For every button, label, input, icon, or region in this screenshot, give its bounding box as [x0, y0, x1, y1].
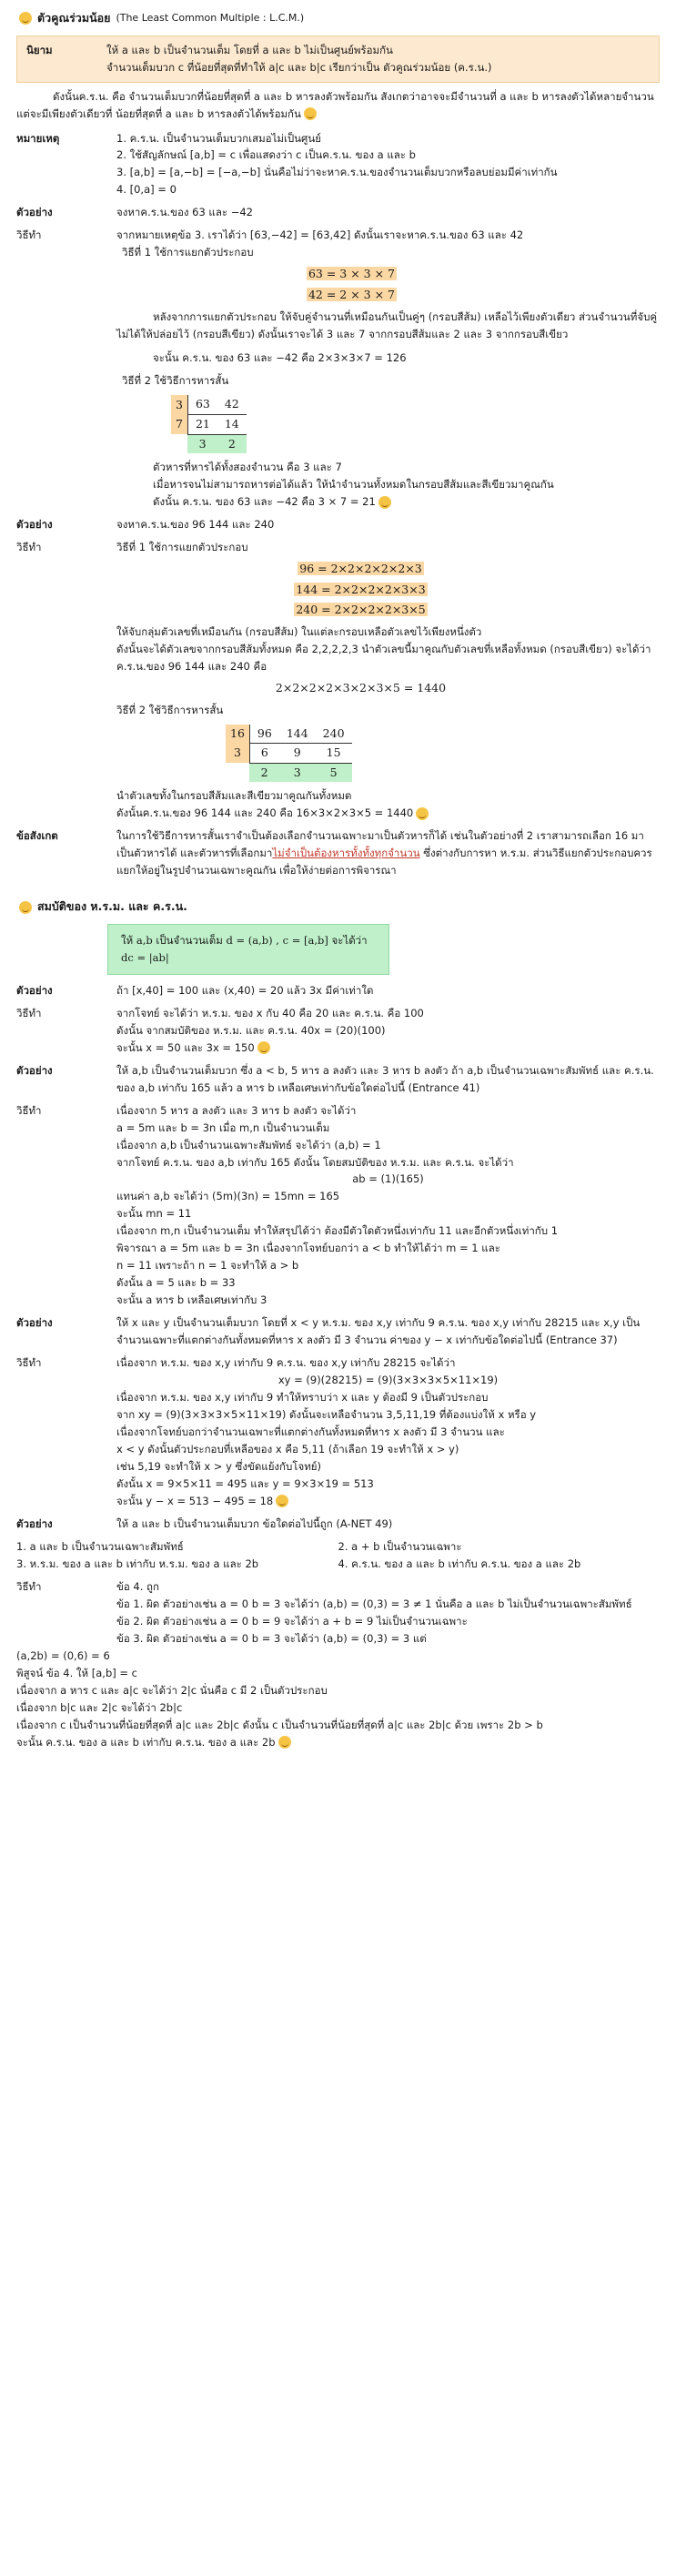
- solution-line: [116, 1493, 660, 1510]
- observation-row: [16, 827, 660, 879]
- ladder-result: 3: [187, 434, 217, 453]
- way-title: วิธีที่ 1 ใช้การแยกตัวประกอบ: [116, 541, 248, 554]
- solution-line: จากโจทย์ ค.ร.น. ของ a,b เท่ากับ 165 ดังนั้น โดยสมบัติของ ห.ร.ม. และ ค.ร.น. จะได้ว่า: [116, 1155, 514, 1169]
- solution-line: จะนั้น a หาร b เหลือเศษเท่ากับ 3: [116, 1293, 267, 1307]
- solution-result: [153, 493, 660, 511]
- example-label: ตัวอย่าง: [16, 1063, 53, 1077]
- ladder-divisor: 3: [226, 744, 249, 764]
- solution-line: ข้อ 1. ผิด ตัวอย่างเช่น a = 0 b = 3 จะได้ว่า (a,b) = (0,3) = 3 ≠ 1 นั่นคือ a และ b ไม่เป็นจำนวนเฉพาะสัมพัทธ์: [116, 1597, 632, 1610]
- solution-line: ข้อ 4. ถูก: [116, 1579, 159, 1593]
- solution-label: วิธีทำ: [16, 1356, 42, 1370]
- solution-line: เนื่องจาก ห.ร.ม. ของ x,y เท่ากับ 9 ทำให้ทราบว่า x และ y ต้องมี 9 เป็นตัวประกอบ: [116, 1391, 489, 1405]
- section-title: ตัวคูณร่วมน้อย: [37, 11, 111, 25]
- solution-text: ตัวหารที่หารได้ทั้งสองจำนวน คือ 3 และ 7: [153, 461, 342, 474]
- solution-line: เนื่องจากโจทย์บอกว่าจำนวนเฉพาะที่แตกต่างกันทั้งหมดที่หาร x ลงตัว มี 3 จำนวน และ: [116, 1425, 505, 1439]
- equation: 96 = 2×2×2×2×2×3: [299, 562, 422, 576]
- result-text: ดังนั้นค.ร.น.ของ 96 144 และ 240 คือ 16×3×2×3×5 = 1440: [116, 806, 414, 820]
- way-title: วิธีที่ 1 ใช้การแยกตัวประกอบ: [122, 246, 254, 259]
- intro-paragraph: [16, 88, 660, 123]
- solution-line: เนื่องจาก a,b เป็นจำนวนเฉพาะสัมพัทธ์ จะได้ว่า (a,b) = 1: [116, 1138, 381, 1151]
- ladder-cell: 240: [316, 725, 352, 744]
- example-question: ให้ a และ b เป็นจำนวนเต็มบวก ข้อใดต่อไปนี้ถูก (A-NET 49): [116, 1516, 393, 1530]
- section-subtitle: (The Least Common Multiple : L.C.M.): [116, 12, 305, 25]
- choice-item: 4. ค.ร.น. ของ a และ b เท่ากับ ค.ร.น. ของ a และ 2b: [338, 1557, 581, 1570]
- ladder-cell: 9: [279, 744, 316, 764]
- solution-line: พิจารณา a = 5m และ b = 3n เนื่องจากโจทย์บอกว่า a < b ทำให้ได้ว่า m = 1 และ: [116, 1242, 500, 1255]
- property-box: ให้ a,b เป็นจำนวนเต็ม d = (a,b) , c = [a,b] จะได้ว่า dc = |ab|: [107, 924, 389, 975]
- smiley-icon: [378, 496, 391, 509]
- example-row: [16, 1062, 660, 1097]
- example-label: ตัวอย่าง: [16, 518, 53, 532]
- result-text: จะนั้น y − x = 513 − 495 = 18: [116, 1494, 274, 1507]
- definition-line: ให้ a และ b เป็นจำนวนเต็ม โดยที่ a และ b ไม่เป็นศูนย์พร้อมกัน: [106, 43, 393, 56]
- ladder-result: 2: [217, 434, 247, 453]
- solution-line: x < y ดังนั้นตัวประกอบที่เหลือของ x คือ 5,11 (ถ้าเลือก 19 จะทำให้ x > y): [116, 1443, 459, 1455]
- solution-line: เนื่องจาก c เป็นจำนวนที่น้อยที่สุดที่ a|c และ 2b|c ดังนั้น c เป็นจำนวนที่น้อยที่สุดที่ a|c และ 2b|c ด้วย เพราะ 2b > b: [16, 1718, 543, 1731]
- solution-line: แทนค่า a,b จะได้ว่า (5m)(3n) = 15mn = 165: [116, 1190, 340, 1203]
- example-question: จงหาค.ร.น.ของ 96 144 และ 240: [116, 518, 275, 532]
- solution-line: เนื่องจาก m,n เป็นจำนวนเต็ม ทำให้สรุปได้ว่า ต้องมีตัวใดตัวหนึ่งเท่ากับ 11 และอีกตัวหนึ่งเท่ากับ 1: [116, 1224, 559, 1238]
- smiley-icon: [276, 1495, 288, 1507]
- solution-line: จะนั้น mn = 11: [116, 1207, 192, 1221]
- solution-row: [16, 1578, 660, 1751]
- example-row: [16, 1314, 660, 1349]
- example-row: [16, 982, 660, 999]
- smiley-icon: [304, 107, 317, 120]
- solution-label: วิธีทำ: [16, 1103, 42, 1117]
- remark-label: หมายเหตุ: [16, 131, 60, 145]
- solution-line: n = 11 เพราะถ้า n = 1 จะทำให้ a > b: [116, 1259, 299, 1273]
- solution-line: จากโจทย์ จะได้ว่า ห.ร.ม. ของ x กับ 40 คือ 20 และ ค.ร.น. คือ 100: [116, 1006, 424, 1019]
- ladder-cell: 96: [249, 725, 278, 744]
- choice-item: 3. ห.ร.ม. ของ a และ b เท่ากับ ห.ร.ม. ของ a และ 2b: [16, 1557, 259, 1570]
- solution-line: เช่น 5,19 จะทำให้ x > y ซึ่งขัดแย้งกับโจทย์): [116, 1459, 322, 1473]
- solution-line: เนื่องจาก b|c และ 2|c จะได้ว่า 2b|c: [16, 1700, 183, 1714]
- solution-text: จากหมายเหตุข้อ 3. เราได้ว่า [63,−42] = [63,42] ดังนั้นเราจะหาค.ร.น.ของ 63 และ 42: [116, 228, 524, 242]
- solution-text: หลังจากการแยกตัวประกอบ ให้จับคู่จำนวนที่เหมือนกันเป็นคู่ๆ (กรอบสีส้ม) เหลือไว้เพียงตัวเดียว ส่วนจำนวนที่จับคู่ไม่ได้ให้ปล่อยไว้ (กรอบสีเขียว) ดังนั้นเราจะได้ 3 และ 7 จากกรอบสีส้มและ 2 และ 3 จากกรอบสีเขียว: [116, 309, 658, 340]
- section-title: สมบัติของ ห.ร.ม. และ ค.ร.น.: [37, 899, 187, 914]
- ladder-result: 2: [249, 763, 278, 782]
- section-heading-properties: [16, 898, 660, 917]
- ladder-result: 5: [316, 763, 352, 782]
- ladder-cell: 6: [249, 744, 278, 764]
- solution-line: ข้อ 2. ผิด ตัวอย่างเช่น a = 0 b = 9 จะได้ว่า a + b = 9 ไม่เป็นจำนวนเฉพาะ: [116, 1614, 468, 1628]
- solution-text: ให้จับกลุ่มตัวเลขที่เหมือนกัน (กรอบสีส้ม) ในแต่ละกรอบเหลือตัวเลขไว้เพียงหนึ่งตัว: [116, 625, 482, 638]
- choice-list: [16, 1538, 660, 1573]
- solution-line: เนื่องจาก a หาร c และ a|c จะได้ว่า 2|c นั่นคือ c มี 2 เป็นตัวประกอบ: [16, 1683, 328, 1697]
- ladder-divisor: 7: [171, 415, 187, 435]
- solution-line: จาก xy = (9)(3×3×3×5×11×19) ดังนั้นจะเหลือจำนวน 3,5,11,19 ที่ต้องแบ่งให้ x หรือ y: [116, 1408, 537, 1422]
- choice-item: 2. a + b เป็นจำนวนเฉพาะ: [338, 1539, 462, 1553]
- ladder-cell: 144: [279, 725, 316, 744]
- solution-line: (a,2b) = (0,6) = 6: [16, 1648, 110, 1662]
- section-heading-lcm: [16, 9, 660, 28]
- short-division-ladder: [226, 725, 352, 783]
- factor-equations: [44, 265, 660, 304]
- solution-text: นำตัวเลขทั้งในกรอบสีส้มและสีเขียวมาคูณกันทั้งหมด: [116, 789, 352, 803]
- solution-result: [116, 805, 660, 822]
- solution-label: วิธีทำ: [16, 228, 42, 242]
- solution-label: วิธีทำ: [16, 1579, 42, 1593]
- observation-text: [116, 827, 660, 879]
- solution-line: xy = (9)(28215) = (9)(3×3×3×5×11×19): [277, 1374, 499, 1387]
- result-text: จะนั้น x = 50 และ 3x = 150: [116, 1040, 255, 1054]
- ladder-cell: 42: [217, 395, 247, 414]
- solution-line: a = 5m และ b = 3n เมื่อ m,n เป็นจำนวนเต็ม: [116, 1121, 330, 1134]
- solution-row: [16, 1102, 660, 1310]
- observation-label: ข้อสังเกต: [16, 829, 58, 843]
- way-title: วิธีที่ 2 ใช้วิธีการหารสั้น: [122, 374, 229, 388]
- solution-line: พิสูจน์ ข้อ 4. ให้ [a,b] = c: [16, 1666, 138, 1679]
- example-row: [16, 516, 660, 533]
- solution-row: [16, 1005, 660, 1057]
- remark-item: 3. [a,b] = [a,−b] = [−a,−b] นั่นคือไม่ว่าจะหาค.ร.น.ของจำนวนเต็มบวกหรือลบย่อมมีค่าเท่ากัน: [116, 166, 558, 179]
- smiley-icon: [19, 12, 32, 25]
- remark-item: 1. ค.ร.น. เป็นจำนวนเต็มบวกเสมอไม่เป็นศูนย์: [116, 131, 321, 145]
- solution-line: เนื่องจาก 5 หาร a ลงตัว และ 3 หาร b ลงตัว จะได้ว่า: [116, 1103, 357, 1117]
- ladder-cell: 63: [187, 395, 217, 414]
- example-row: [16, 1516, 660, 1533]
- example-row: [16, 204, 660, 221]
- solution-line: เนื่องจาก ห.ร.ม. ของ x,y เท่ากับ 9 ค.ร.น. ของ x,y เท่ากับ 28215 จะได้ว่า: [116, 1356, 456, 1370]
- observation-part: ในการใช้วิธีการหารสั้นเราจำเป็นต้องเลือกจำนวนเฉพาะมาเป็นตัวหารก็ได้ เช่นในตัวอย่างที่ 2 เราสามารถเลือก 16 มาเป็นตัวหารได้ และตัวหารที่เลือกมา: [116, 829, 644, 860]
- example-question: ถ้า [x,40] = 100 และ (x,40) = 20 แล้ว 3x มีค่าเท่าใด: [116, 983, 374, 997]
- definition-label: นิยาม: [26, 43, 53, 56]
- equation: 240 = 2×2×2×2×3×5: [296, 603, 426, 617]
- ladder-result: 3: [279, 763, 316, 782]
- solution-label: วิธีทำ: [16, 1006, 42, 1019]
- solution-line: ดังนั้น จากสมบัติของ ห.ร.ม. และ ค.ร.น. 40x = (20)(100): [116, 1023, 386, 1037]
- choice-item: 1. a และ b เป็นจำนวนเฉพาะสัมพัทธ์: [16, 1539, 184, 1553]
- observation-emphasis: ไม่จำเป็นต้องหารทั้งทั้งทุกจำนวน: [272, 847, 420, 860]
- ladder-divisor: 16: [226, 725, 249, 744]
- smiley-icon: [416, 807, 429, 820]
- solution-label: วิธีทำ: [16, 541, 42, 554]
- intro-text: ดังนั้นค.ร.น. คือ จำนวนเต็มบวกที่น้อยที่สุดที่ a และ b หารลงตัวพร้อมกัน สังเกตว่าอาจจะมีจำนวนที่ a และ b หารลงตัวได้หลายจำนวน แต่จะมีเพียงตัวเดียวที่ น้อยที่สุดที่ a และ b หารลงตัวได้พร้อมกัน: [16, 89, 654, 120]
- factor-equations: [62, 560, 660, 620]
- example-label: ตัวอย่าง: [16, 1516, 53, 1530]
- example-question: ให้ a,b เป็นจำนวนเต็มบวก ซึ่ง a < b, 5 หาร a ลงตัว และ 3 หาร b ลงตัว ถ้า a,b เป็นจำนวนเฉพาะสัมพัทธ์ และ ค.ร.น. ของ a,b เท่ากับ 165 แล้ว a หาร b เหลือเศษเท่ากับข้อใดต่อไปนี้ (Entrance 41): [116, 1063, 654, 1094]
- solution-row: [16, 539, 660, 822]
- result-text: ดังนั้น ค.ร.น. ของ 63 และ −42 คือ 3 × 7 = 21: [153, 495, 376, 509]
- definition-box: [16, 35, 660, 83]
- equation: 42 = 2 × 3 × 7: [308, 287, 396, 301]
- example-label: ตัวอย่าง: [16, 206, 53, 219]
- ladder-cell: 15: [316, 744, 352, 764]
- solution-text: เมื่อหารจนไม่สามารถหารต่อได้แล้ว ให้นำจำนวนทั้งหมดในกรอบสีส้มและสีเขียวมาคูณกัน: [153, 478, 554, 492]
- remark-item: 2. ใช้สัญลักษณ์ [a,b] = c เพื่อแสดงว่า c เป็นค.ร.น. ของ a และ b: [116, 148, 416, 162]
- solution-line: ข้อ 3. ผิด ตัวอย่างเช่น a = 0 b = 3 จะได้ว่า (a,b) = (0,3) = 3 แต่: [116, 1631, 427, 1645]
- result-text: จะนั้น ค.ร.น. ของ a และ b เท่ากับ ค.ร.น. ของ a และ 2b: [16, 1735, 276, 1749]
- example-question: จงหาค.ร.น.ของ 63 และ −42: [116, 206, 253, 219]
- definition-line: จำนวนเต็มบวก c ที่น้อยที่สุดที่ทำให้ a|c และ b|c เรียกว่าเป็น ตัวคูณร่วมน้อย (ค.ร.น.): [106, 60, 492, 74]
- solution-line: ดังนั้น x = 9×5×11 = 495 และ y = 9×3×19 = 513: [116, 1476, 374, 1490]
- smiley-icon: [278, 1736, 291, 1749]
- solution-row: [16, 1354, 660, 1510]
- ladder-cell: [226, 763, 249, 782]
- example-question: ให้ x และ y เป็นจำนวนเต็มบวก โดยที่ x < y ห.ร.ม. ของ x,y เท่ากับ 9 ค.ร.น. ของ x,y เท่ากับ 28215 และ x,y เป็นจำนวนเฉพาะที่แตกต่างกันทั้งหมดที่หาร x ลงตัว มี 3 จำนวน ค่าของ y − x เท่ากับข้อใดต่อไปนี้ (Entrance 37): [116, 1316, 641, 1347]
- remark-item: 4. [0,a] = 0: [116, 183, 177, 197]
- solution-result: จะนั้น ค.ร.น. ของ 63 และ −42 คือ 2×3×3×7 = 126: [153, 351, 407, 365]
- smiley-icon: [19, 901, 32, 914]
- solution-line: ab = (1)(165): [352, 1172, 424, 1186]
- smiley-icon: [257, 1041, 270, 1054]
- short-division-ladder: [171, 395, 247, 453]
- example-label: ตัวอย่าง: [16, 1316, 53, 1330]
- solution-line: ดังนั้น a = 5 และ b = 33: [116, 1276, 236, 1290]
- ladder-cell: 14: [217, 415, 247, 435]
- observation-part: ซึ่งต่างกับการหา ห.ร.ม. ส่วนวิธีแยกตัวประกอบควรแยกให้อยู่ในรูปจำนวนเฉพาะคูณกัน เพื่อให้ง่ายต่อการพิจารณา: [116, 847, 652, 877]
- ladder-divisor: 3: [171, 395, 187, 414]
- example-label: ตัวอย่าง: [16, 983, 53, 997]
- solution-row: [16, 227, 660, 511]
- way-title: วิธีที่ 2 ใช้วิธีการหารสั้น: [116, 703, 224, 716]
- solution-line: [116, 1040, 660, 1057]
- remark-row: [16, 130, 660, 199]
- solution-text: ดังนั้นจะได้ตัวเลขจากกรอบสีส้มทั้งหมด คือ 2,2,2,2,3 นำตัวเลขนี้มาคูณกับตัวเลขที่เหลือทั้งหมด (กรอบสีเขียว) จะได้ว่า ค.ร.น.ของ 96 144 และ 240 คือ: [116, 642, 651, 673]
- equation: 144 = 2×2×2×2×3×3: [296, 582, 426, 596]
- solution-line: [16, 1734, 660, 1751]
- ladder-cell: 21: [187, 415, 217, 435]
- ladder-cell: [171, 434, 187, 453]
- equation: 63 = 3 × 3 × 7: [308, 267, 396, 281]
- product-equation: 2×2×2×2×3×2×3×5 = 1440: [275, 680, 447, 695]
